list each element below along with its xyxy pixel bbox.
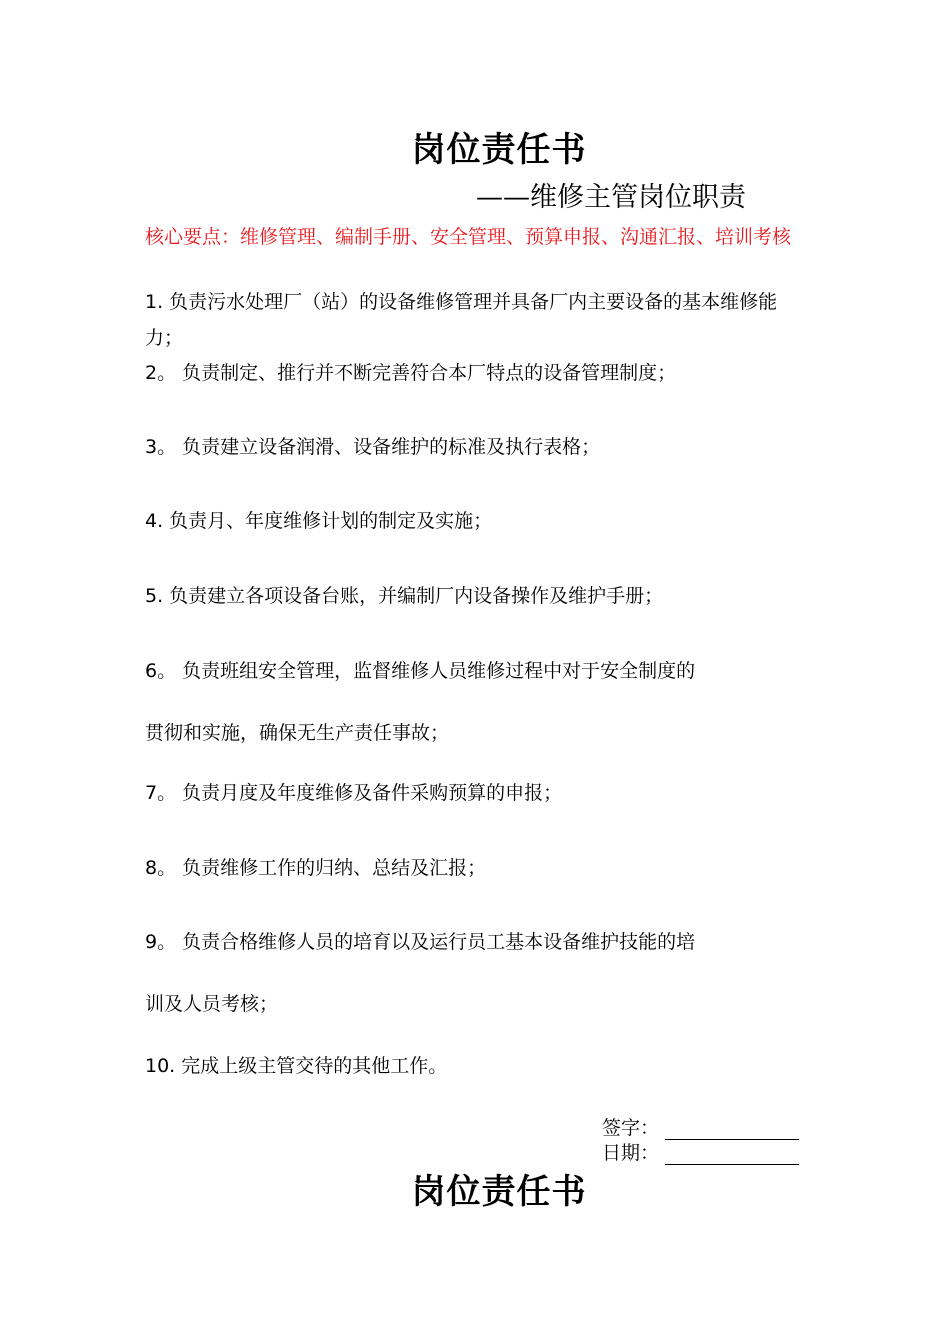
duty-item-6: 6。 负责班组安全管理，监督维修人员维修过程中对于安全制度的 [145, 660, 696, 682]
signature-row [602, 1116, 799, 1140]
page-title: 岗位责任书 [411, 130, 587, 170]
next-page-title: 岗位责任书 [411, 1172, 587, 1212]
duty-item-2: 2。 负责制定、推行并不断完善符合本厂特点的设备管理制度； [145, 362, 677, 384]
duty-item-4: 4. 负责月、年度维修计划的制定及实施； [145, 510, 493, 532]
duty-item-5: 5. 负责建立各项设备台账，并编制厂内设备操作及维护手册； [145, 585, 664, 607]
duty-item-3: 3。 负责建立设备润滑、设备维护的标准及执行表格； [145, 436, 601, 458]
signature-label: 签字： [602, 1117, 660, 1139]
key-points: 核心要点：维修管理、编制手册、安全管理、预算申报、沟通汇报、培训考核 [145, 226, 792, 248]
duty-item-10: 10. 完成上级主管交待的其他工作。 [145, 1055, 448, 1077]
duty-item-8: 8。 负责维修工作的归纳、总结及汇报； [145, 857, 487, 879]
date-row [602, 1141, 799, 1165]
date-label: 日期： [602, 1142, 660, 1164]
duty-item-9: 9。 负责合格维修人员的培育以及运行员工基本设备维护技能的培 [145, 931, 696, 953]
duty-item-9-continued: 训及人员考核； [145, 993, 279, 1015]
duty-item-1: 1. 负责污水处理厂（站）的设备维修管理并具备厂内主要设备的基本维修能力； [145, 291, 778, 349]
duty-item-7: 7。 负责月度及年度维修及备件采购预算的申报； [145, 782, 563, 804]
signature-line[interactable] [665, 1120, 799, 1140]
date-line[interactable] [665, 1145, 799, 1165]
page-subtitle: ——维修主管岗位职责 [476, 182, 746, 213]
duty-item-6-continued: 贯彻和实施，确保无生产责任事故； [145, 722, 450, 744]
